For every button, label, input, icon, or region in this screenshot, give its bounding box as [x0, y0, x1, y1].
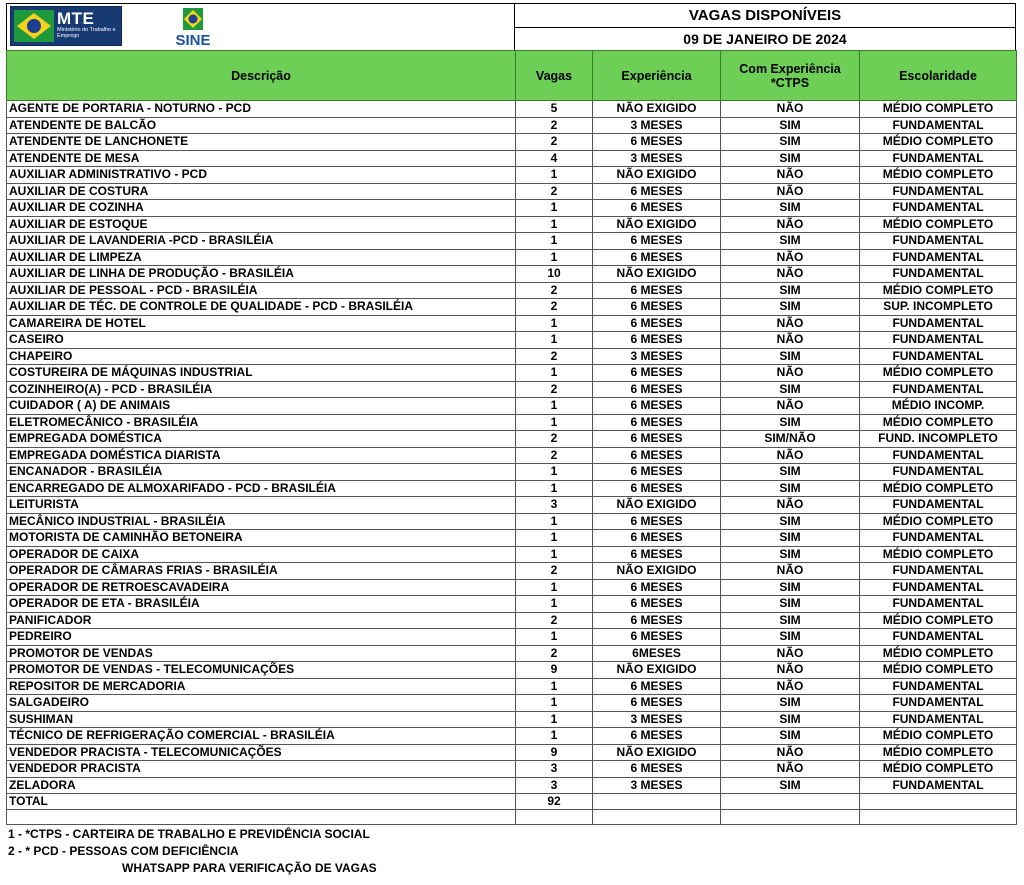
escolaridade-cell: FUNDAMENTAL: [860, 464, 1017, 481]
descricao-cell: VENDEDOR PRACISTA - TELECOMUNICAÇÕES: [7, 744, 516, 761]
ctps-cell: SIM/NÃO: [721, 431, 860, 448]
table-header-row: [7, 51, 1017, 101]
experiencia-cell: 6 MESES: [593, 431, 721, 448]
vagas-cell: 2: [516, 381, 593, 398]
ctps-cell: NÃO: [721, 645, 860, 662]
descricao-cell: AUXILIAR DE TÉC. DE CONTROLE DE QUALIDADE - PCD - BRASILÉIA: [7, 299, 516, 316]
empty-cell: [860, 794, 1017, 810]
mte-label: MTE: [57, 9, 95, 28]
table-row: [7, 117, 1017, 134]
experiencia-cell: 6MESES: [593, 645, 721, 662]
escolaridade-cell: FUNDAMENTAL: [860, 315, 1017, 332]
ctps-cell: NÃO: [721, 497, 860, 514]
escolaridade-cell: FUNDAMENTAL: [860, 348, 1017, 365]
escolaridade-cell: MÉDIO COMPLETO: [860, 728, 1017, 745]
escolaridade-cell: FUNDAMENTAL: [860, 563, 1017, 580]
total-label: TOTAL: [7, 794, 516, 810]
descricao-cell: AUXILIAR DE COSTURA: [7, 183, 516, 200]
vagas-cell: 1: [516, 249, 593, 266]
ctps-cell: SIM: [721, 134, 860, 151]
experiencia-cell: 6 MESES: [593, 513, 721, 530]
escolaridade-cell: FUNDAMENTAL: [860, 678, 1017, 695]
table-row: [7, 678, 1017, 695]
table-row: [7, 134, 1017, 151]
ctps-cell: SIM: [721, 728, 860, 745]
escolaridade-cell: FUNDAMENTAL: [860, 629, 1017, 646]
escolaridade-cell: MÉDIO INCOMP.: [860, 398, 1017, 415]
table-row: [7, 464, 1017, 481]
descricao-cell: CASEIRO: [7, 332, 516, 349]
table-row: [7, 629, 1017, 646]
escolaridade-cell: MÉDIO COMPLETO: [860, 612, 1017, 629]
table-row: [7, 728, 1017, 745]
vagas-cell: 10: [516, 266, 593, 283]
footnote-whatsapp: WHATSAPP PARA VERIFICAÇÃO DE VAGAS: [122, 861, 377, 875]
descricao-cell: AUXILIAR ADMINISTRATIVO - PCD: [7, 167, 516, 184]
descricao-cell: PEDREIRO: [7, 629, 516, 646]
empty-cell: [721, 794, 860, 810]
escolaridade-cell: FUNDAMENTAL: [860, 695, 1017, 712]
escolaridade-cell: FUNDAMENTAL: [860, 447, 1017, 464]
escolaridade-cell: MÉDIO COMPLETO: [860, 645, 1017, 662]
descricao-cell: SUSHIMAN: [7, 711, 516, 728]
vagas-cell: 1: [516, 315, 593, 332]
ctps-cell: SIM: [721, 348, 860, 365]
vagas-cell: 2: [516, 563, 593, 580]
vagas-cell: 1: [516, 546, 593, 563]
experiencia-cell: NÃO EXIGIDO: [593, 497, 721, 514]
descricao-cell: OPERADOR DE CAIXA: [7, 546, 516, 563]
sine-label: SINE: [175, 32, 211, 49]
experiencia-cell: 6 MESES: [593, 233, 721, 250]
descricao-cell: CAMAREIRA DE HOTEL: [7, 315, 516, 332]
ctps-cell: SIM: [721, 150, 860, 167]
table-row: [7, 200, 1017, 217]
escolaridade-cell: FUNDAMENTAL: [860, 249, 1017, 266]
experiencia-cell: NÃO EXIGIDO: [593, 216, 721, 233]
vagas-cell: 1: [516, 530, 593, 547]
sine-flag-icon: [169, 6, 217, 34]
page-date: 09 DE JANEIRO DE 2024: [683, 31, 847, 47]
ctps-cell: SIM: [721, 282, 860, 299]
descricao-cell: SALGADEIRO: [7, 695, 516, 712]
descricao-cell: OPERADOR DE RETROESCAVADEIRA: [7, 579, 516, 596]
mte-subtitle: Ministério do Trabalho e Emprego: [57, 27, 116, 39]
experiencia-cell: 6 MESES: [593, 299, 721, 316]
experiencia-cell: 6 MESES: [593, 728, 721, 745]
experiencia-cell: 6 MESES: [593, 464, 721, 481]
vagas-cell: 1: [516, 678, 593, 695]
experiencia-cell: 6 MESES: [593, 579, 721, 596]
jobs-table: [6, 50, 1017, 825]
table-body: [7, 101, 1017, 825]
descricao-cell: OPERADOR DE ETA - BRASILÉIA: [7, 596, 516, 613]
table-row: [7, 546, 1017, 563]
experiencia-cell: 6 MESES: [593, 546, 721, 563]
descricao-cell: AUXILIAR DE LINHA DE PRODUÇÃO - BRASILÉIA: [7, 266, 516, 283]
ctps-cell: NÃO: [721, 365, 860, 382]
escolaridade-cell: FUNDAMENTAL: [860, 150, 1017, 167]
vagas-cell: 1: [516, 233, 593, 250]
table-row: [7, 777, 1017, 794]
empty-cell: [860, 810, 1017, 825]
escolaridade-cell: FUNDAMENTAL: [860, 579, 1017, 596]
descricao-cell: ENCANADOR - BRASILÉIA: [7, 464, 516, 481]
escolaridade-cell: FUNDAMENTAL: [860, 117, 1017, 134]
empty-cell: [593, 794, 721, 810]
title-block: [514, 3, 1016, 51]
table-row: [7, 530, 1017, 547]
vagas-cell: 1: [516, 167, 593, 184]
table-row: [7, 513, 1017, 530]
vagas-cell: 2: [516, 348, 593, 365]
escolaridade-cell: MÉDIO COMPLETO: [860, 365, 1017, 382]
vagas-cell: 1: [516, 200, 593, 217]
ctps-cell: NÃO: [721, 183, 860, 200]
escolaridade-cell: MÉDIO COMPLETO: [860, 546, 1017, 563]
ctps-cell: SIM: [721, 629, 860, 646]
vagas-cell: 1: [516, 728, 593, 745]
escolaridade-cell: MÉDIO COMPLETO: [860, 101, 1017, 118]
descricao-cell: VENDEDOR PRACISTA: [7, 761, 516, 778]
escolaridade-cell: FUNDAMENTAL: [860, 233, 1017, 250]
descricao-cell: LEITURISTA: [7, 497, 516, 514]
experiencia-cell: 3 MESES: [593, 117, 721, 134]
vagas-cell: 1: [516, 513, 593, 530]
experiencia-cell: 6 MESES: [593, 332, 721, 349]
experiencia-cell: 3 MESES: [593, 711, 721, 728]
vagas-cell: 5: [516, 101, 593, 118]
descricao-cell: COSTUREIRA DE MÁQUINAS INDUSTRIAL: [7, 365, 516, 382]
table-row: [7, 348, 1017, 365]
escolaridade-cell: MÉDIO COMPLETO: [860, 167, 1017, 184]
vagas-cell: 3: [516, 761, 593, 778]
table-row: [7, 315, 1017, 332]
ctps-cell: NÃO: [721, 398, 860, 415]
descricao-cell: EMPREGADA DOMÉSTICA DIARISTA: [7, 447, 516, 464]
vagas-cell: 2: [516, 183, 593, 200]
ctps-cell: NÃO: [721, 744, 860, 761]
escolaridade-cell: FUNDAMENTAL: [860, 200, 1017, 217]
ctps-cell: SIM: [721, 777, 860, 794]
table-row: [7, 299, 1017, 316]
vagas-cell: 2: [516, 134, 593, 151]
vagas-cell: 1: [516, 579, 593, 596]
ctps-cell: SIM: [721, 546, 860, 563]
ctps-cell: SIM: [721, 612, 860, 629]
vagas-cell: 2: [516, 645, 593, 662]
experiencia-cell: 3 MESES: [593, 150, 721, 167]
escolaridade-cell: FUNDAMENTAL: [860, 332, 1017, 349]
descricao-cell: ZELADORA: [7, 777, 516, 794]
ctps-cell: SIM: [721, 579, 860, 596]
footnote-pcd: 2 - * PCD - PESSOAS COM DEFICIÊNCIA: [8, 844, 239, 858]
footnotes: [8, 826, 377, 877]
vagas-cell: 9: [516, 744, 593, 761]
table-row: [7, 167, 1017, 184]
ctps-cell: NÃO: [721, 266, 860, 283]
vagas-cell: 4: [516, 150, 593, 167]
escolaridade-cell: MÉDIO COMPLETO: [860, 761, 1017, 778]
descricao-cell: AUXILIAR DE COZINHA: [7, 200, 516, 217]
ctps-cell: SIM: [721, 233, 860, 250]
descricao-cell: EMPREGADA DOMÉSTICA: [7, 431, 516, 448]
ctps-cell: SIM: [721, 414, 860, 431]
sine-logo: [169, 6, 217, 50]
experiencia-cell: 6 MESES: [593, 596, 721, 613]
table-row: [7, 695, 1017, 712]
experiencia-cell: 6 MESES: [593, 381, 721, 398]
vagas-cell: 3: [516, 497, 593, 514]
descricao-cell: CHAPEIRO: [7, 348, 516, 365]
descricao-cell: PANIFICADOR: [7, 612, 516, 629]
column-header-descricao: Descrição: [7, 51, 516, 101]
table-row: [7, 101, 1017, 118]
escolaridade-cell: MÉDIO COMPLETO: [860, 282, 1017, 299]
experiencia-cell: 6 MESES: [593, 530, 721, 547]
experiencia-cell: 6 MESES: [593, 612, 721, 629]
ctps-cell: SIM: [721, 480, 860, 497]
descricao-cell: PROMOTOR DE VENDAS - TELECOMUNICAÇÕES: [7, 662, 516, 679]
page-title: VAGAS DISPONÍVEIS: [515, 4, 1015, 28]
escolaridade-cell: SUP. INCOMPLETO: [860, 299, 1017, 316]
vagas-cell: 1: [516, 695, 593, 712]
footnote-ctps: 1 - *CTPS - CARTEIRA DE TRABALHO E PREVIDÊNCIA SOCIAL: [8, 827, 370, 841]
empty-cell: [7, 810, 516, 825]
vagas-cell: 2: [516, 447, 593, 464]
experiencia-cell: 6 MESES: [593, 315, 721, 332]
escolaridade-cell: FUNDAMENTAL: [860, 266, 1017, 283]
escolaridade-cell: FUNDAMENTAL: [860, 183, 1017, 200]
escolaridade-cell: MÉDIO COMPLETO: [860, 216, 1017, 233]
descricao-cell: AUXILIAR DE LAVANDERIA -PCD - BRASILÉIA: [7, 233, 516, 250]
vagas-cell: 1: [516, 216, 593, 233]
table-row: [7, 398, 1017, 415]
escolaridade-cell: FUNDAMENTAL: [860, 711, 1017, 728]
vagas-cell: 2: [516, 117, 593, 134]
escolaridade-cell: MÉDIO COMPLETO: [860, 513, 1017, 530]
empty-cell: [516, 810, 593, 825]
column-header-experiencia: Experiência: [593, 51, 721, 101]
table-row: [7, 447, 1017, 464]
vagas-cell: 2: [516, 612, 593, 629]
table-row: [7, 216, 1017, 233]
table-row: [7, 662, 1017, 679]
mte-logo: [10, 6, 122, 46]
ctps-cell: SIM: [721, 117, 860, 134]
vagas-cell: 1: [516, 332, 593, 349]
experiencia-cell: 6 MESES: [593, 447, 721, 464]
ctps-cell: NÃO: [721, 761, 860, 778]
experiencia-cell: NÃO EXIGIDO: [593, 563, 721, 580]
blank-row: [7, 810, 1017, 825]
escolaridade-cell: FUNDAMENTAL: [860, 497, 1017, 514]
experiencia-cell: 6 MESES: [593, 282, 721, 299]
experiencia-cell: 6 MESES: [593, 629, 721, 646]
ctps-cell: SIM: [721, 596, 860, 613]
table-row: [7, 150, 1017, 167]
ctps-cell: NÃO: [721, 447, 860, 464]
experiencia-cell: 6 MESES: [593, 761, 721, 778]
table-row: [7, 282, 1017, 299]
experiencia-cell: 3 MESES: [593, 777, 721, 794]
ctps-cell: NÃO: [721, 678, 860, 695]
vagas-cell: 2: [516, 282, 593, 299]
vagas-cell: 2: [516, 431, 593, 448]
vagas-cell: 9: [516, 662, 593, 679]
descricao-cell: AUXILIAR DE LIMPEZA: [7, 249, 516, 266]
table-row: [7, 596, 1017, 613]
experiencia-cell: NÃO EXIGIDO: [593, 744, 721, 761]
descricao-cell: MECÂNICO INDUSTRIAL - BRASILÉIA: [7, 513, 516, 530]
vagas-cell: 1: [516, 464, 593, 481]
table-row: [7, 612, 1017, 629]
descricao-cell: ATENDENTE DE MESA: [7, 150, 516, 167]
document-header: [6, 3, 1016, 51]
experiencia-cell: 6 MESES: [593, 414, 721, 431]
descricao-cell: MOTORISTA DE CAMINHÃO BETONEIRA: [7, 530, 516, 547]
ctps-cell: NÃO: [721, 101, 860, 118]
table-row: [7, 249, 1017, 266]
experiencia-cell: 6 MESES: [593, 200, 721, 217]
escolaridade-cell: MÉDIO COMPLETO: [860, 662, 1017, 679]
experiencia-cell: 6 MESES: [593, 365, 721, 382]
ctps-cell: NÃO: [721, 216, 860, 233]
ctps-cell: SIM: [721, 381, 860, 398]
table-row: [7, 431, 1017, 448]
table-row: [7, 414, 1017, 431]
ctps-cell: SIM: [721, 695, 860, 712]
experiencia-cell: NÃO EXIGIDO: [593, 662, 721, 679]
escolaridade-cell: FUND. INCOMPLETO: [860, 431, 1017, 448]
table-row: [7, 744, 1017, 761]
experiencia-cell: 6 MESES: [593, 480, 721, 497]
experiencia-cell: 6 MESES: [593, 134, 721, 151]
experiencia-cell: 6 MESES: [593, 695, 721, 712]
total-value: 92: [516, 794, 593, 810]
vagas-cell: 1: [516, 596, 593, 613]
descricao-cell: AGENTE DE PORTARIA - NOTURNO - PCD: [7, 101, 516, 118]
descricao-cell: CUIDADOR ( A) DE ANIMAIS: [7, 398, 516, 415]
vagas-cell: 1: [516, 414, 593, 431]
ctps-cell: SIM: [721, 464, 860, 481]
table-row: [7, 381, 1017, 398]
ctps-cell: NÃO: [721, 332, 860, 349]
table-row: [7, 497, 1017, 514]
table-row: [7, 645, 1017, 662]
escolaridade-cell: FUNDAMENTAL: [860, 381, 1017, 398]
ctps-cell: SIM: [721, 711, 860, 728]
experiencia-cell: NÃO EXIGIDO: [593, 101, 721, 118]
vagas-cell: 1: [516, 629, 593, 646]
table-row: [7, 579, 1017, 596]
table-row: [7, 761, 1017, 778]
experiencia-cell: 6 MESES: [593, 183, 721, 200]
table-row: [7, 183, 1017, 200]
descricao-cell: AUXILIAR DE PESSOAL - PCD - BRASILÉIA: [7, 282, 516, 299]
vagas-cell: 1: [516, 711, 593, 728]
experiencia-cell: 6 MESES: [593, 249, 721, 266]
ctps-cell: SIM: [721, 200, 860, 217]
descricao-cell: COZINHEIRO(A) - PCD - BRASILÉIA: [7, 381, 516, 398]
vagas-cell: 1: [516, 365, 593, 382]
escolaridade-cell: MÉDIO COMPLETO: [860, 134, 1017, 151]
descricao-cell: OPERADOR DE CÂMARAS FRIAS - BRASILÉIA: [7, 563, 516, 580]
ctps-cell: NÃO: [721, 315, 860, 332]
experiencia-cell: 6 MESES: [593, 398, 721, 415]
escolaridade-cell: FUNDAMENTAL: [860, 596, 1017, 613]
descricao-cell: PROMOTOR DE VENDAS: [7, 645, 516, 662]
logo-area: [6, 3, 514, 51]
empty-cell: [721, 810, 860, 825]
descricao-cell: ENCARREGADO DE ALMOXARIFADO - PCD - BRASILÉIA: [7, 480, 516, 497]
vagas-cell: 3: [516, 777, 593, 794]
escolaridade-cell: MÉDIO COMPLETO: [860, 480, 1017, 497]
escolaridade-cell: FUNDAMENTAL: [860, 530, 1017, 547]
vagas-cell: 2: [516, 299, 593, 316]
vagas-cell: 1: [516, 398, 593, 415]
descricao-cell: TÉCNICO DE REFRIGERAÇÃO COMERCIAL - BRASILÉIA: [7, 728, 516, 745]
total-row: [7, 794, 1017, 810]
ctps-cell: NÃO: [721, 167, 860, 184]
table-row: [7, 266, 1017, 283]
experiencia-cell: 6 MESES: [593, 678, 721, 695]
descricao-cell: ELETROMECÂNICO - BRASILÉIA: [7, 414, 516, 431]
column-header-ctps: Com Experiência *CTPS: [721, 51, 860, 101]
table-row: [7, 233, 1017, 250]
descricao-cell: ATENDENTE DE BALCÃO: [7, 117, 516, 134]
escolaridade-cell: MÉDIO COMPLETO: [860, 414, 1017, 431]
column-header-vagas: Vagas: [516, 51, 593, 101]
table-row: [7, 332, 1017, 349]
empty-cell: [593, 810, 721, 825]
descricao-cell: AUXILIAR DE ESTOQUE: [7, 216, 516, 233]
ctps-cell: SIM: [721, 513, 860, 530]
descricao-cell: REPOSITOR DE MERCADORIA: [7, 678, 516, 695]
experiencia-cell: NÃO EXIGIDO: [593, 266, 721, 283]
table-row: [7, 711, 1017, 728]
ctps-cell: NÃO: [721, 249, 860, 266]
ctps-cell: NÃO: [721, 662, 860, 679]
table-row: [7, 563, 1017, 580]
table-row: [7, 480, 1017, 497]
ctps-cell: SIM: [721, 299, 860, 316]
table-row: [7, 365, 1017, 382]
experiencia-cell: NÃO EXIGIDO: [593, 167, 721, 184]
descricao-cell: ATENDENTE DE LANCHONETE: [7, 134, 516, 151]
experiencia-cell: 3 MESES: [593, 348, 721, 365]
escolaridade-cell: MÉDIO COMPLETO: [860, 744, 1017, 761]
column-header-escolaridade: Escolaridade: [860, 51, 1017, 101]
ctps-cell: SIM: [721, 530, 860, 547]
escolaridade-cell: FUNDAMENTAL: [860, 777, 1017, 794]
ctps-cell: NÃO: [721, 563, 860, 580]
vagas-cell: 1: [516, 480, 593, 497]
brazil-flag-icon: [14, 10, 54, 42]
